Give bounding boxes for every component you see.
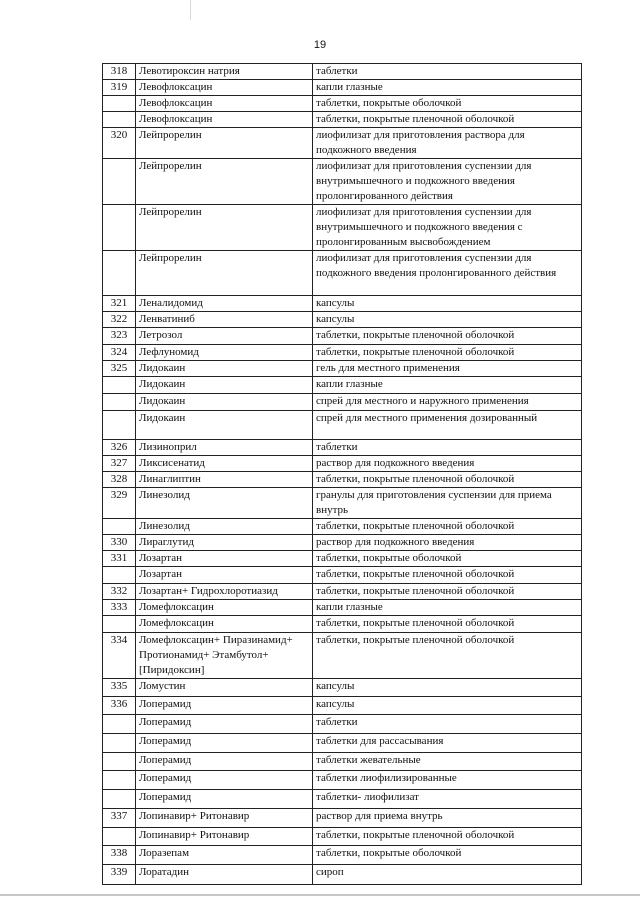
drug-name: Лоперамид (136, 790, 313, 809)
drug-name: Лоперамид (136, 771, 313, 790)
drug-name: Лозартан (136, 551, 313, 567)
drug-name: Линезолид (136, 519, 313, 535)
table-row (103, 771, 582, 790)
table-row (103, 865, 582, 885)
drug-name: Лидокаин (136, 411, 313, 440)
drug-list-body (103, 64, 582, 885)
row-number (103, 734, 136, 753)
dosage-form: таблетки- лиофилизат (313, 790, 582, 809)
row-number: 333 (103, 600, 136, 616)
table-row (103, 633, 582, 679)
row-number: 319 (103, 80, 136, 96)
table-row (103, 551, 582, 567)
dosage-form: таблетки (313, 715, 582, 734)
drug-name: Лозартан (136, 567, 313, 584)
row-number: 326 (103, 440, 136, 456)
dosage-form: капсулы (313, 679, 582, 697)
row-number (103, 715, 136, 734)
dosage-form: лиофилизат для приготовления суспензии для подкожного введения пролонгированного действия (313, 251, 582, 296)
dosage-form: гранулы для приготовления суспензии для приема внутрь (313, 488, 582, 519)
drug-name: Лейпрорелин (136, 128, 313, 159)
row-number (103, 790, 136, 809)
drug-name: Линезолид (136, 488, 313, 519)
row-number (103, 828, 136, 846)
row-number: 327 (103, 456, 136, 472)
drug-name: Лопинавир+ Ритонавир (136, 828, 313, 846)
row-number (103, 251, 136, 296)
drug-name: Линаглиптин (136, 472, 313, 488)
dosage-form: таблетки, покрытые оболочкой (313, 846, 582, 865)
row-number (103, 96, 136, 112)
drug-name: Лидокаин (136, 361, 313, 377)
dosage-form: капли глазные (313, 600, 582, 616)
drug-name: Леналидомид (136, 296, 313, 312)
table-row (103, 828, 582, 846)
drug-name: Лозартан+ Гидрохлоротиазид (136, 584, 313, 600)
dosage-form: таблетки жевательные (313, 753, 582, 771)
table-row (103, 80, 582, 96)
table-row (103, 753, 582, 771)
row-number (103, 112, 136, 128)
table-row (103, 328, 582, 345)
dosage-form: лиофилизат для приготовления суспензии для внутримышечного и подкожного введения пролонгированного действия (313, 159, 582, 205)
row-number: 325 (103, 361, 136, 377)
dosage-form: раствор для подкожного введения (313, 535, 582, 551)
row-number (103, 771, 136, 790)
table-row (103, 345, 582, 361)
table-row (103, 472, 582, 488)
row-number: 321 (103, 296, 136, 312)
table-row (103, 616, 582, 633)
drug-name: Ломустин (136, 679, 313, 697)
dosage-form: таблетки, покрытые пленочной оболочкой (313, 328, 582, 345)
table-row (103, 535, 582, 551)
row-number: 334 (103, 633, 136, 679)
dosage-form: таблетки (313, 64, 582, 80)
table-row (103, 312, 582, 328)
row-number: 332 (103, 584, 136, 600)
row-number: 320 (103, 128, 136, 159)
dosage-form: капсулы (313, 296, 582, 312)
drug-name: Лоперамид (136, 734, 313, 753)
table-row (103, 519, 582, 535)
drug-name: Левофлоксацин (136, 112, 313, 128)
table-row (103, 697, 582, 715)
drug-name: Ленватиниб (136, 312, 313, 328)
dosage-form: спрей для местного применения дозированный (313, 411, 582, 440)
dosage-form: сироп (313, 865, 582, 885)
dosage-form: таблетки, покрытые пленочной оболочкой (313, 519, 582, 535)
row-number: 337 (103, 809, 136, 828)
dosage-form: лиофилизат для приготовления раствора для подкожного введения (313, 128, 582, 159)
dosage-form: спрей для местного и наружного применения (313, 394, 582, 411)
row-number: 328 (103, 472, 136, 488)
drug-list-table (102, 63, 582, 885)
dosage-form: таблетки, покрытые пленочной оболочкой (313, 345, 582, 361)
dosage-form: таблетки, покрытые пленочной оболочкой (313, 567, 582, 584)
page-number: 19 (313, 39, 327, 51)
drug-name: Летрозол (136, 328, 313, 345)
drug-name: Лейпрорелин (136, 159, 313, 205)
table-row (103, 715, 582, 734)
row-number: 338 (103, 846, 136, 865)
dosage-form: таблетки, покрытые пленочной оболочкой (313, 616, 582, 633)
row-number: 322 (103, 312, 136, 328)
table-row (103, 679, 582, 697)
row-number: 329 (103, 488, 136, 519)
table-row (103, 159, 582, 205)
page-bottom-edge (0, 894, 640, 896)
row-number (103, 567, 136, 584)
drug-name: Ломефлоксацин (136, 600, 313, 616)
drug-name: Ломефлоксацин (136, 616, 313, 633)
dosage-form: лиофилизат для приготовления суспензии для внутримышечного и подкожного введения с пролонгированным высвобождением (313, 205, 582, 251)
drug-name: Лоразепам (136, 846, 313, 865)
table-row (103, 440, 582, 456)
table-row (103, 64, 582, 80)
dosage-form: капли глазные (313, 80, 582, 96)
row-number (103, 377, 136, 394)
dosage-form: таблетки, покрытые оболочкой (313, 96, 582, 112)
drug-name: Лидокаин (136, 394, 313, 411)
drug-name: Ликсисенатид (136, 456, 313, 472)
drug-name: Лираглутид (136, 535, 313, 551)
drug-name: Левотироксин натрия (136, 64, 313, 80)
dosage-form: капли глазные (313, 377, 582, 394)
drug-name: Левофлоксацин (136, 96, 313, 112)
table-row (103, 96, 582, 112)
table-row (103, 600, 582, 616)
row-number: 323 (103, 328, 136, 345)
drug-name: Лоперамид (136, 697, 313, 715)
table-row (103, 790, 582, 809)
dosage-form: гель для местного применения (313, 361, 582, 377)
dosage-form: таблетки, покрытые пленочной оболочкой (313, 633, 582, 679)
dosage-form: таблетки (313, 440, 582, 456)
row-number (103, 519, 136, 535)
table-row (103, 394, 582, 411)
table-row (103, 584, 582, 600)
table-row (103, 734, 582, 753)
row-number: 336 (103, 697, 136, 715)
table-row (103, 128, 582, 159)
drug-name: Левофлоксацин (136, 80, 313, 96)
dosage-form: таблетки лиофилизированные (313, 771, 582, 790)
row-number (103, 411, 136, 440)
drug-name: Лейпрорелин (136, 205, 313, 251)
drug-name: Лизиноприл (136, 440, 313, 456)
drug-name: Лоперамид (136, 753, 313, 771)
row-number (103, 205, 136, 251)
dosage-form: раствор для подкожного введения (313, 456, 582, 472)
scan-artifact-line (190, 0, 191, 20)
dosage-form: таблетки, покрытые оболочкой (313, 551, 582, 567)
dosage-form: таблетки, покрытые пленочной оболочкой (313, 472, 582, 488)
dosage-form: таблетки, покрытые пленочной оболочкой (313, 584, 582, 600)
row-number: 330 (103, 535, 136, 551)
drug-name: Лефлуномид (136, 345, 313, 361)
row-number: 331 (103, 551, 136, 567)
table-row (103, 567, 582, 584)
row-number (103, 159, 136, 205)
row-number (103, 753, 136, 771)
row-number: 335 (103, 679, 136, 697)
drug-name: Лоперамид (136, 715, 313, 734)
dosage-form: капсулы (313, 697, 582, 715)
table-row (103, 411, 582, 440)
drug-name: Лопинавир+ Ритонавир (136, 809, 313, 828)
table-row (103, 112, 582, 128)
table-row (103, 809, 582, 828)
drug-name: Ломефлоксацин+ Пиразинамид+ Протионамид+ Этамбутол+ [Пиридоксин] (136, 633, 313, 679)
row-number (103, 616, 136, 633)
row-number: 318 (103, 64, 136, 80)
drug-name: Лоратадин (136, 865, 313, 885)
dosage-form: таблетки, покрытые пленочной оболочкой (313, 112, 582, 128)
row-number: 324 (103, 345, 136, 361)
drug-name: Лейпрорелин (136, 251, 313, 296)
table-row (103, 205, 582, 251)
table-row (103, 488, 582, 519)
dosage-form: таблетки для рассасывания (313, 734, 582, 753)
table-row (103, 361, 582, 377)
dosage-form: капсулы (313, 312, 582, 328)
drug-name: Лидокаин (136, 377, 313, 394)
table-row (103, 456, 582, 472)
row-number (103, 394, 136, 411)
table-row (103, 377, 582, 394)
table-row (103, 251, 582, 296)
dosage-form: раствор для приема внутрь (313, 809, 582, 828)
dosage-form: таблетки, покрытые пленочной оболочкой (313, 828, 582, 846)
row-number: 339 (103, 865, 136, 885)
table-row (103, 296, 582, 312)
table-row (103, 846, 582, 865)
